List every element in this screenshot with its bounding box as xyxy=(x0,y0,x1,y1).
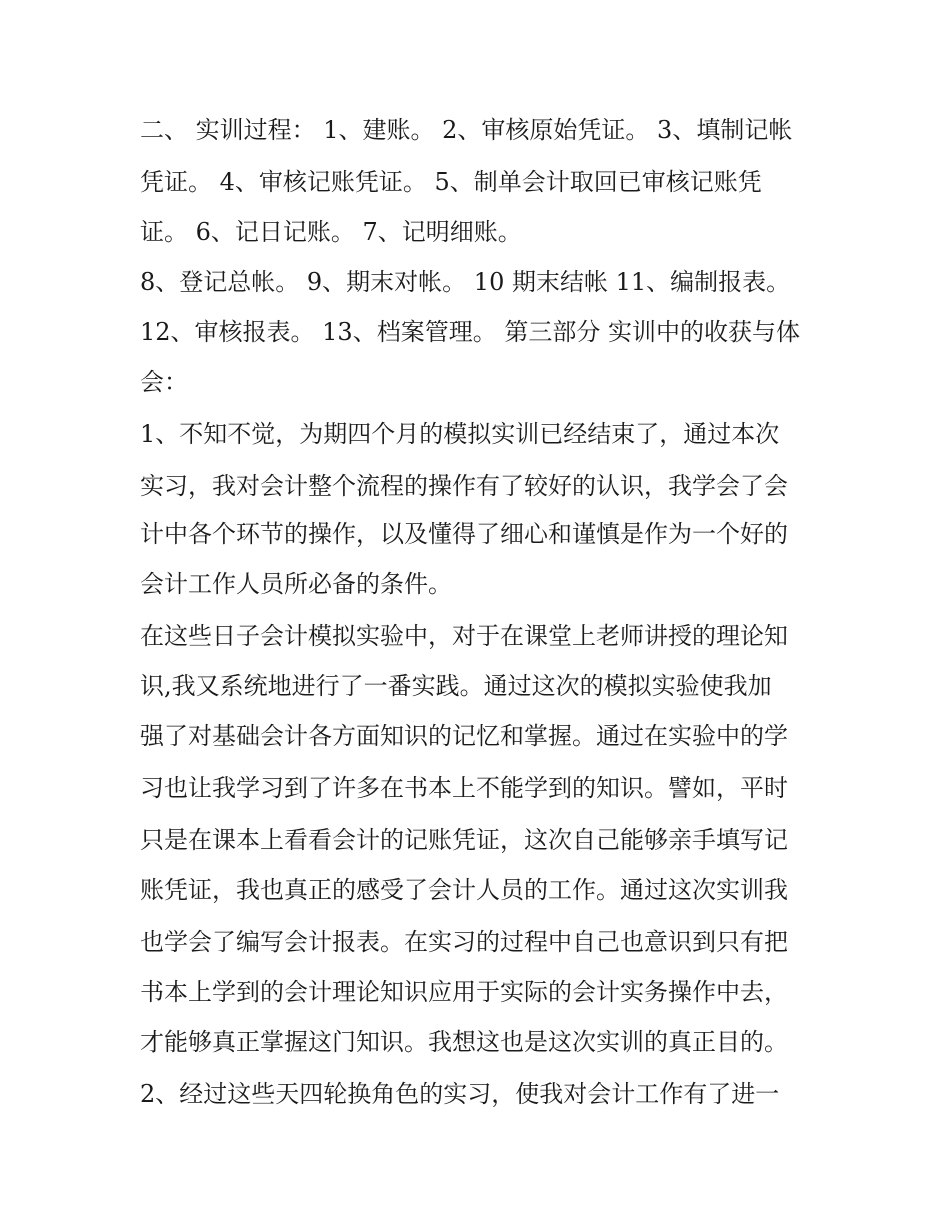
text-line: 习也让我学习到了许多在书本上不能学到的知识。譬如，平时 xyxy=(140,774,788,802)
text-line: 会： xyxy=(140,368,188,396)
text-line: 12、审核报表。 13、档案管理。 第三部分 实训中的收获与体 xyxy=(140,318,800,346)
text-line: 会计工作人员所必备的条件。 xyxy=(140,570,452,598)
text-line: 实习，我对会计整个流程的操作有了较好的认识，我学会了会 xyxy=(140,472,788,500)
text-line: 计中各个环节的操作，以及懂得了细心和谨慎是作为一个好的 xyxy=(140,520,788,548)
text-line: 凭证。 4、审核记账凭证。 5、制单会计取回已审核记账凭 xyxy=(140,168,762,196)
text-line: 在这些日子会计模拟实验中，对于在课堂上老师讲授的理论知 xyxy=(140,622,788,650)
text-line: 只是在课本上看看会计的记账凭证，这次自己能够亲手填写记 xyxy=(140,826,788,854)
text-line: 2、经过这些天四轮换角色的实习，使我对会计工作有了进一 xyxy=(140,1080,780,1108)
text-line: 账凭证，我也真正的感受了会计人员的工作。通过这次实训我 xyxy=(140,876,788,904)
text-line: 书本上学到的会计理论知识应用于实际的会计实务操作中去， xyxy=(140,978,788,1006)
text-line: 也学会了编写会计报表。在实习的过程中自己也意识到只有把 xyxy=(140,928,788,956)
text-line: 证。 6、记日记账。 7、记明细账。 xyxy=(140,218,522,246)
text-line: 强了对基础会计各方面知识的记忆和掌握。通过在实验中的学 xyxy=(140,722,788,750)
text-line: 1、不知不觉，为期四个月的模拟实训已经结束了，通过本次 xyxy=(140,420,780,448)
text-line: 8、登记总帐。 9、期末对帐。 10 期末结帐 11、编制报表。 xyxy=(140,268,791,296)
text-line: 才能够真正掌握这门知识。我想这也是这次实训的真正目的。 xyxy=(140,1028,788,1056)
text-line: 二、 实训过程： 1、建账。 2、审核原始凭证。 3、填制记帐 xyxy=(140,116,793,144)
text-line: 识,我又系统地进行了一番实践。通过这次的模拟实验使我加 xyxy=(140,672,772,700)
